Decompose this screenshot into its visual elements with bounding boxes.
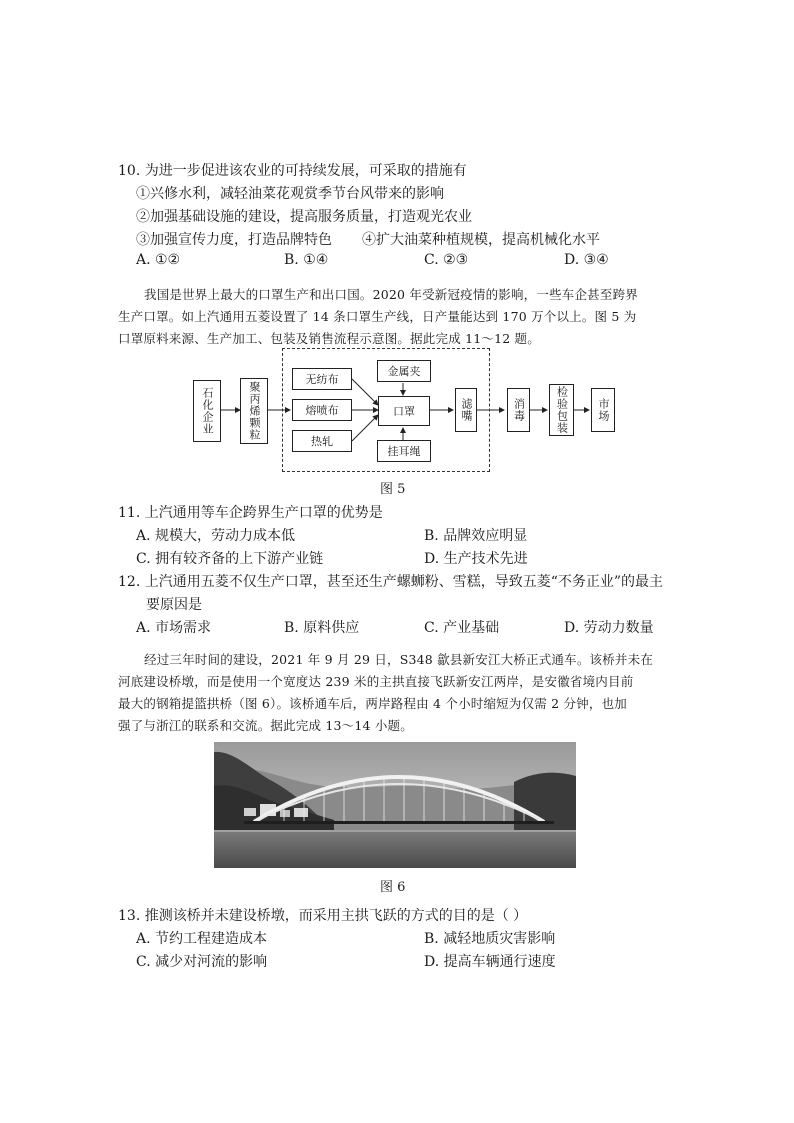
- q12-option-d: D. 劳动力数量: [564, 620, 654, 636]
- q13-option-a: A. 节约工程建造成本: [136, 931, 268, 947]
- figure5-caption: 图 5: [380, 482, 406, 497]
- q13-option-d: D. 提高车辆通行速度: [424, 954, 556, 970]
- q10-item-3: ③加强宣传力度，打造品牌特色: [136, 232, 332, 248]
- q10-option-d: D. ③④: [564, 252, 609, 268]
- node-meltblown: 熔喷布: [292, 399, 352, 421]
- q10-option-b: B. ①④: [284, 252, 329, 268]
- q10-item-4: ④扩大油菜种植规模，提高机械化水平: [362, 232, 600, 248]
- node-hotroll: 热轧: [292, 430, 352, 452]
- q11-option-a: A. 规模大，劳动力成本低: [136, 528, 296, 544]
- node-filter: 滤嘴: [455, 388, 477, 432]
- passage2-line-2: 河底建设桥墩，而是使用一个宽度达 239 米的主拱直接飞跃新安江两岸，是安徽省境内目前: [118, 674, 634, 689]
- passage1-line-1: 我国是世界上最大的口罩生产和出口国。2020 年受新冠疫情的影响，一些车企甚至跨界: [144, 287, 638, 302]
- node-disinfect: 消毒: [507, 388, 530, 432]
- q10-item-2: ②加强基础设施的建设，提高服务质量，打造观光农业: [136, 209, 472, 225]
- q12-stem-cont: 要原因是: [146, 597, 202, 613]
- passage2-line-4: 强了与浙江的联系和交流。据此完成 13～14 小题。: [118, 718, 413, 733]
- q11-option-c: C. 拥有较齐备的上下游产业链: [136, 551, 324, 567]
- node-metal-clip: 金属夹: [377, 360, 431, 382]
- q13-option-c: C. 减少对河流的影响: [136, 954, 268, 970]
- q11-option-b: B. 品牌效应明显: [424, 528, 528, 544]
- q12-option-a: A. 市场需求: [136, 620, 212, 636]
- node-mask: 口罩: [378, 396, 430, 426]
- q11-option-d: D. 生产技术先进: [424, 551, 528, 567]
- q13-stem: 13. 推测该桥并未建设桥墩，而采用主拱飞跃的方式的目的是（ ）: [118, 908, 528, 924]
- q10-option-c: C. ②③: [424, 252, 469, 268]
- q10-option-a: A. ①②: [136, 252, 181, 268]
- node-inspect-package: 检验包装: [549, 384, 574, 436]
- q12-option-b: B. 原料供应: [284, 620, 360, 636]
- node-nonwoven: 无纺布: [292, 368, 352, 390]
- q10-stem: 10. 为进一步促进该农业的可持续发展，可采取的措施有: [118, 163, 467, 179]
- node-polypropylene: 聚丙烯颗粒: [240, 378, 268, 444]
- node-petrochemical: 石化企业: [193, 380, 221, 442]
- passage1-line-2: 生产口罩。如上汽通用五菱设置了 14 条口罩生产线，日产量能达到 170 万个以上。图 5 为: [118, 309, 637, 324]
- q12-stem: 12. 上汽通用五菱不仅生产口罩，甚至还生产螺蛳粉、雪糕，导致五菱“不务正业”的最主: [118, 574, 664, 590]
- passage2-line-3: 最大的钢箱提篮拱桥（图 6）。该桥通车后，两岸路程由 4 个小时缩短为仅需 2 分钟，也加: [118, 696, 627, 711]
- figure6-caption: 图 6: [380, 880, 406, 895]
- q13-option-b: B. 减轻地质灾害影响: [424, 931, 556, 947]
- q11-stem: 11. 上汽通用等车企跨界生产口罩的优势是: [118, 505, 383, 521]
- q10-item-1: ①兴修水利，减轻油菜花观赏季节台风带来的影响: [136, 186, 444, 202]
- q12-option-c: C. 产业基础: [424, 620, 500, 636]
- node-market: 市场: [591, 388, 615, 432]
- node-ear-loop: 挂耳绳: [377, 440, 431, 462]
- passage1-line-3: 口罩原料来源、生产加工、包装及销售流程示意图。据此完成 11～12 题。: [118, 331, 540, 346]
- passage2-line-1: 经过三年时间的建设，2021 年 9 月 29 日，S348 歙县新安江大桥正式通车。该桥并未在: [144, 652, 654, 667]
- figure6-bridge-photo: [214, 742, 576, 868]
